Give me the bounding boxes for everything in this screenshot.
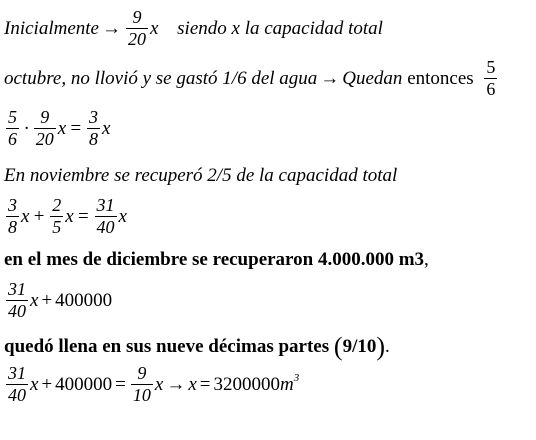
exponent-3: 3 xyxy=(293,371,300,384)
fraction-31-40: $\frac{31}{40}$ xyxy=(96,195,115,237)
equals-sign: = xyxy=(115,373,126,395)
var-x: x xyxy=(154,373,164,395)
dot-operator: · xyxy=(24,117,29,139)
var-x: x xyxy=(57,117,67,139)
left-paren: ( xyxy=(333,332,343,361)
var-x: x xyxy=(30,373,39,395)
unit-m: m xyxy=(279,373,294,395)
plus-sign: + xyxy=(41,289,53,311)
line-october xyxy=(4,58,499,99)
fraction-9-20: $\frac{9}{20}$ xyxy=(35,107,54,149)
fraction-9-10: $\frac{9}{10}$ xyxy=(132,363,151,405)
var-x: x xyxy=(65,205,74,227)
text-quedan: Quedan xyxy=(342,67,403,89)
fraction-3-8: $\frac{3}{8}$ xyxy=(8,195,17,237)
line-december xyxy=(4,250,429,269)
line-final xyxy=(4,364,299,405)
var-x: x xyxy=(118,205,127,227)
var-x: x xyxy=(21,205,30,227)
fraction-31-40: $\frac{31}{40}$ xyxy=(8,363,26,405)
text-diciembre: en el mes de diciembre se recuperaron 4.000.000 m3 xyxy=(4,249,425,270)
line-expression xyxy=(4,280,112,321)
line-sum xyxy=(4,196,127,237)
line-full xyxy=(4,334,390,360)
text-noviembre: En noviembre se recuperó 2/5 de la capacidad total xyxy=(4,165,398,186)
fraction-3-8: $\frac{3}{8}$ xyxy=(89,107,99,149)
text-octubre: octubre, no llovió y se gastó 1/6 del agua xyxy=(4,67,318,89)
plus-sign: + xyxy=(32,205,46,227)
equals-sign: = xyxy=(76,205,90,227)
text-inicialmente: Inicialmente xyxy=(4,17,99,39)
var-x: x xyxy=(149,17,159,39)
fraction-9-20: $\frac{9}{20}$ xyxy=(127,7,146,49)
period: . xyxy=(385,336,390,357)
var-x: x xyxy=(102,117,111,139)
value-400000: 400000 xyxy=(55,373,113,395)
comma: , xyxy=(424,249,429,270)
text-siendo: siendo x la capacidad total xyxy=(177,17,383,39)
line-november xyxy=(4,166,397,185)
var-x: x xyxy=(188,373,197,395)
equals-sign: = xyxy=(69,117,83,139)
fraction-5-6: $\frac{5}{6}$ xyxy=(486,57,496,99)
arrow-icon: → xyxy=(320,67,340,89)
text-quedo-llena: quedó llena en sus nueve décimas partes xyxy=(4,336,330,357)
result-value: 3200000 xyxy=(213,373,280,395)
var-x: x xyxy=(30,289,39,311)
plus-sign: + xyxy=(41,373,53,395)
arrow-icon: → xyxy=(166,373,186,395)
equals-sign: = xyxy=(199,373,211,395)
fraction-5-6: $\frac{5}{6}$ xyxy=(8,107,17,149)
fraction-2-5: $\frac{2}{5}$ xyxy=(52,195,62,237)
value-400000: 400000 xyxy=(55,289,113,311)
right-paren: ) xyxy=(376,332,386,361)
arrow-icon: → xyxy=(101,17,121,39)
line-initial xyxy=(4,8,383,49)
line-product xyxy=(4,108,110,149)
fraction-9-10-inline: 9/10 xyxy=(342,336,377,357)
fraction-31-40: $\frac{31}{40}$ xyxy=(8,279,26,321)
text-entonces: entonces xyxy=(407,67,474,89)
